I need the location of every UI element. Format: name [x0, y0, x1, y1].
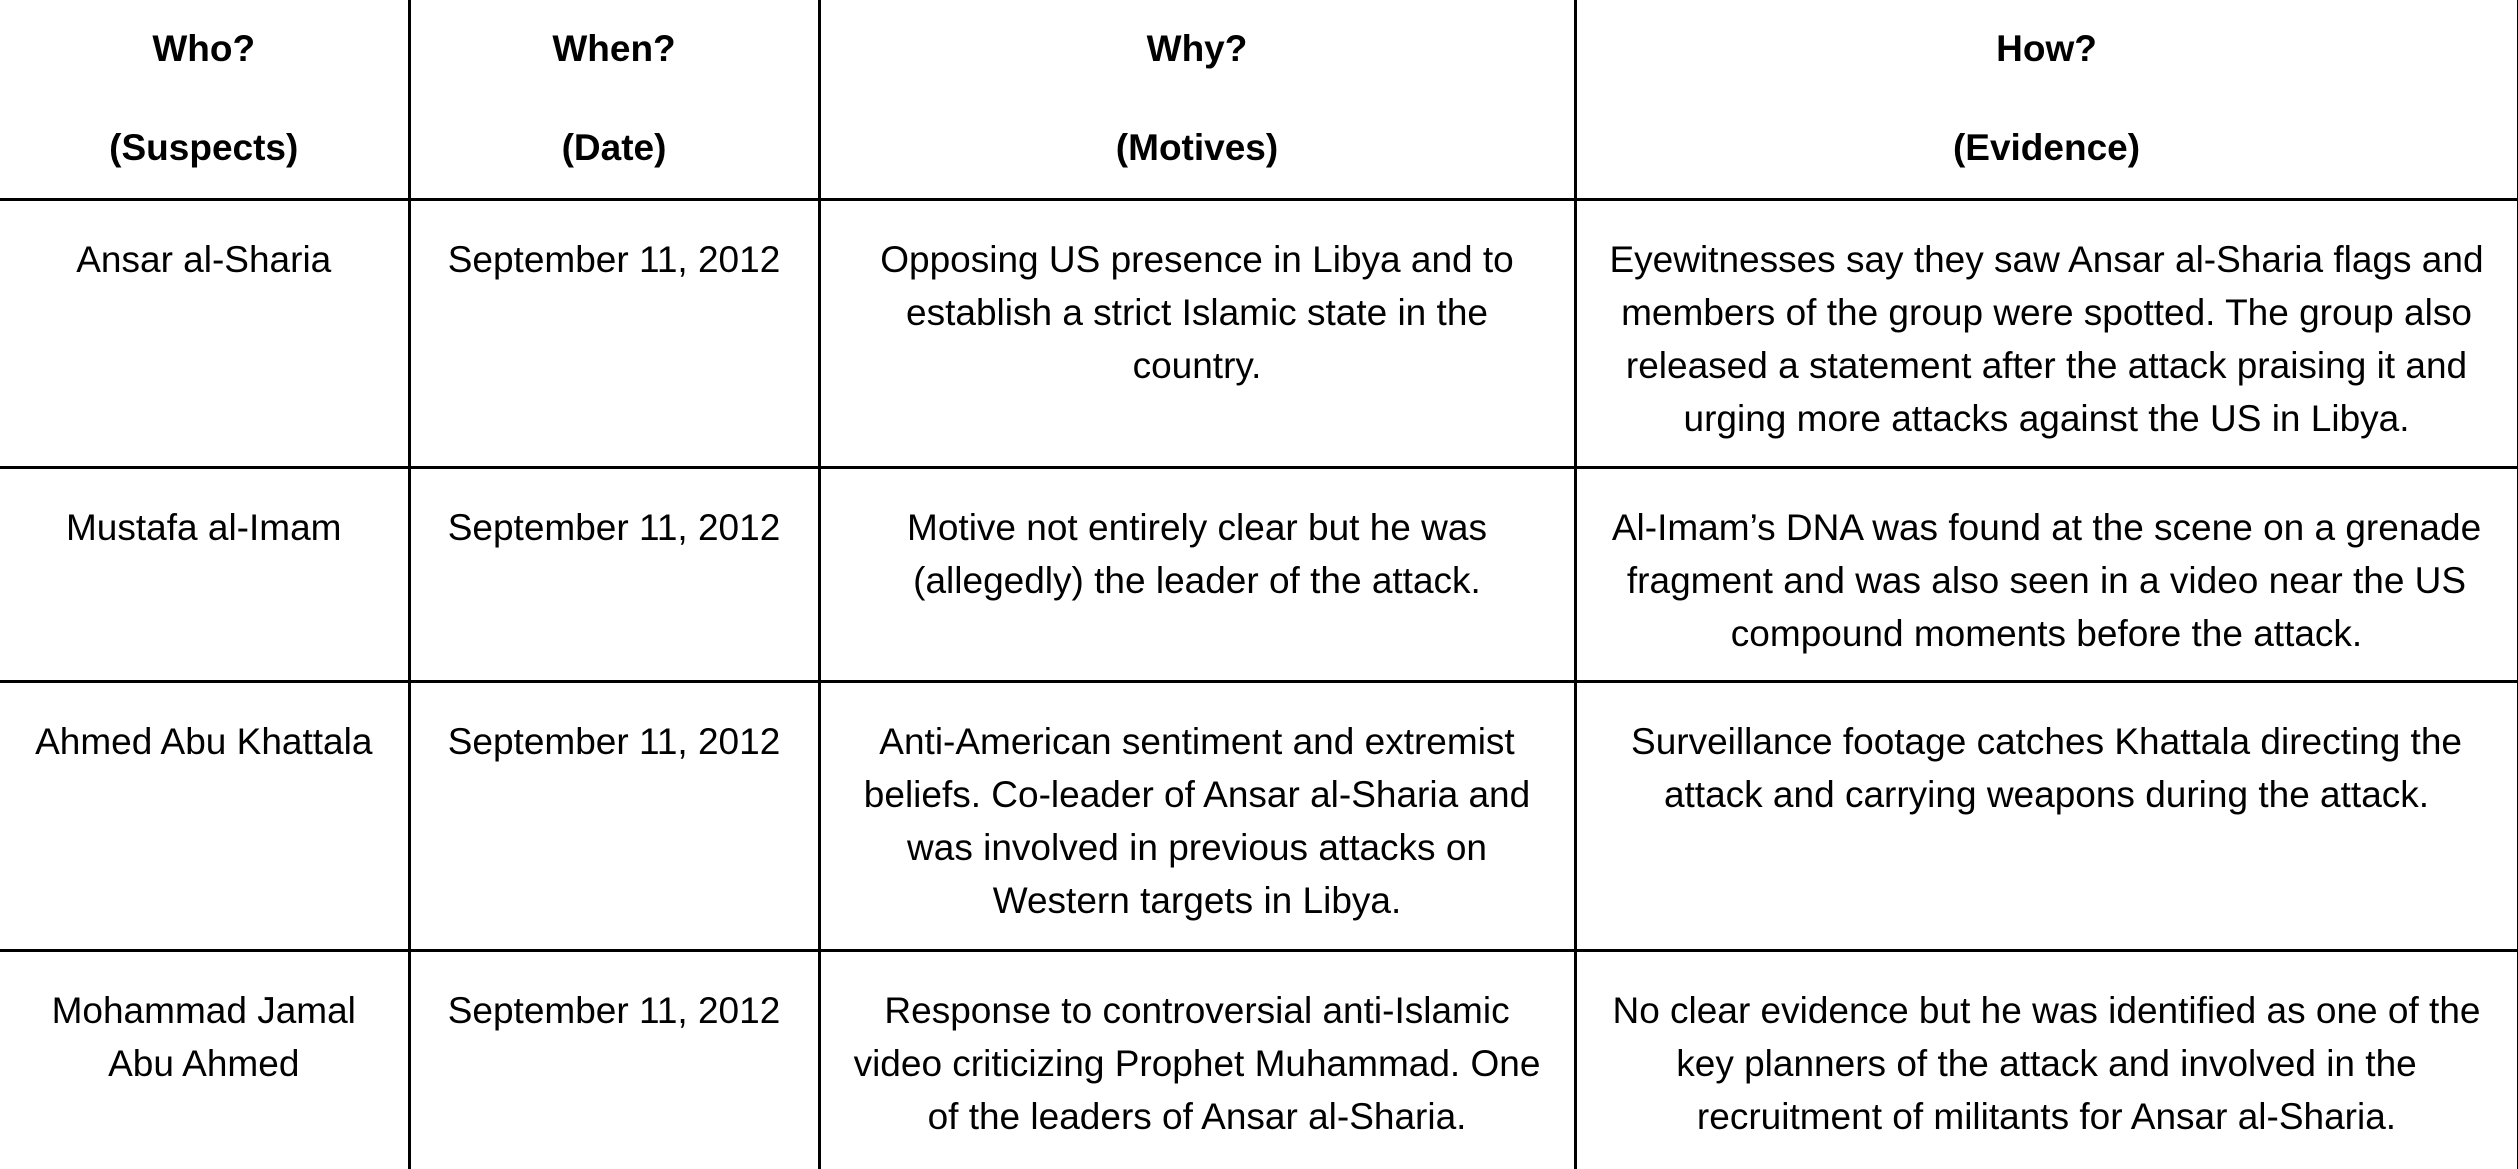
header-when: [409, 0, 819, 199]
header-who: [0, 0, 409, 199]
cell-how: Eyewitnesses say they saw Ansar al-Sharia flags and members of the group were spotted. The group also released a statement after the attack praising it and urging more attacks against the US in Libya.: [1575, 199, 2518, 467]
cell-who: Mustafa al-Imam: [0, 467, 409, 681]
header-how: [1575, 0, 2518, 199]
cell-when: September 11, 2012: [409, 950, 819, 1169]
cell-who: Ansar al-Sharia: [0, 199, 409, 467]
header-why: [819, 0, 1575, 199]
table-row: [0, 681, 2518, 950]
header-why-title: Why?: [1146, 28, 1248, 69]
table-row: [0, 467, 2518, 681]
cell-when: September 11, 2012: [409, 467, 819, 681]
cell-why: Opposing US presence in Libya and to establish a strict Islamic state in the country.: [819, 199, 1575, 467]
cell-who: Ahmed Abu Khattala: [0, 681, 409, 950]
cell-how: No clear evidence but he was identified as one of the key planners of the attack and involved in the recruitment of militants for Ansar al-Sharia.: [1575, 950, 2518, 1169]
cell-why: Motive not entirely clear but he was (allegedly) the leader of the attack.: [819, 467, 1575, 681]
header-how-sub: (Evidence): [1952, 127, 2141, 168]
cell-why: Response to controversial anti-Islamic video criticizing Prophet Muhammad. One of the leaders of Ansar al-Sharia.: [819, 950, 1575, 1169]
cell-why: Anti-American sentiment and extremist beliefs. Co-leader of Ansar al-Sharia and was involved in previous attacks on Western targets in Libya.: [819, 681, 1575, 950]
header-how-title: How?: [1996, 28, 2097, 69]
cell-who: Mohammad Jamal Abu Ahmed: [0, 950, 409, 1169]
cell-how: Surveillance footage catches Khattala directing the attack and carrying weapons during the attack.: [1575, 681, 2518, 950]
header-when-sub: (Date): [561, 127, 667, 168]
cell-when: September 11, 2012: [409, 199, 819, 467]
header-row: [0, 0, 2518, 199]
table-row: [0, 199, 2518, 467]
header-who-sub: (Suspects): [109, 127, 299, 168]
table-row: [0, 950, 2518, 1169]
header-why-sub: (Motives): [1115, 127, 1279, 168]
cell-when: September 11, 2012: [409, 681, 819, 950]
header-when-title: When?: [552, 28, 676, 69]
header-who-title: Who?: [152, 28, 256, 69]
cell-how: Al-Imam’s DNA was found at the scene on a grenade fragment and was also seen in a video near the US compound moments before the attack.: [1575, 467, 2518, 681]
